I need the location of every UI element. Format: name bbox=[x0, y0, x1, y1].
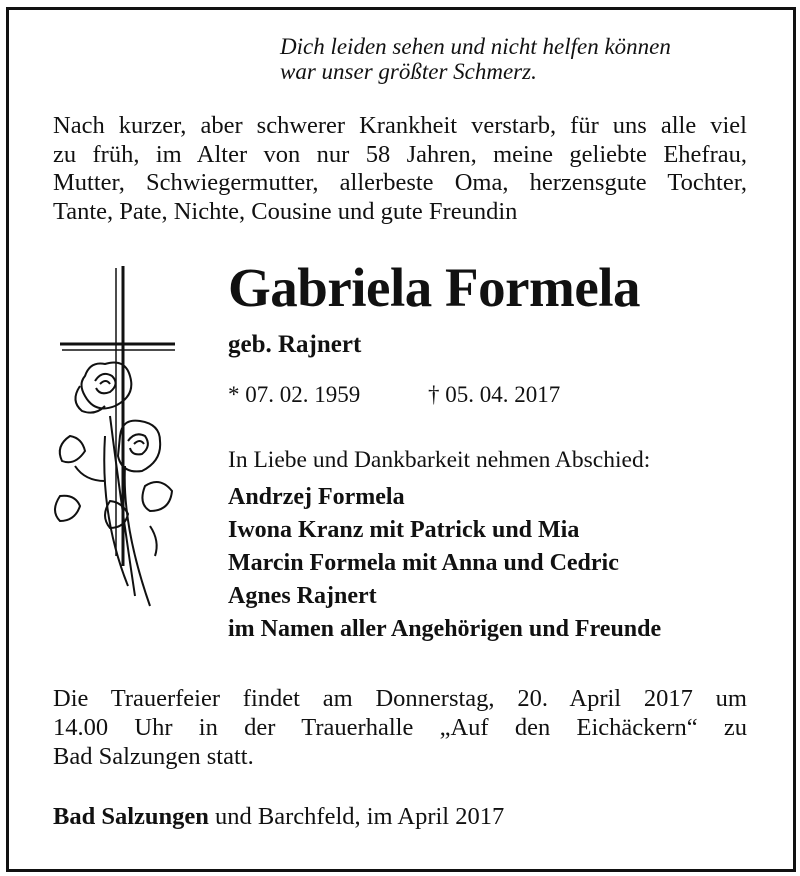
epigraph-quote bbox=[280, 34, 740, 84]
intro-line: Nach kurzer, aber schwerer Krankheit verstarb, für uns alle viel bbox=[53, 112, 747, 139]
service-line: Bad Salzungen statt. bbox=[53, 743, 254, 770]
mourner-name: Marcin Formela mit Anna und Cedric bbox=[228, 550, 619, 576]
service-line: 14.00 Uhr in der Trauerhalle „Auf den Eichäckern“ zu bbox=[53, 714, 747, 741]
quote-line: war unser größter Schmerz. bbox=[280, 59, 537, 84]
cross-with-roses-icon bbox=[50, 266, 175, 616]
farewell-line: In Liebe und Dankbarkeit nehmen Abschied: bbox=[228, 447, 651, 473]
intro-line: zu früh, im Alter von nur 58 Jahren, meine geliebte Ehefrau, bbox=[53, 140, 747, 168]
mourner-name: Andrzej Formela bbox=[228, 484, 405, 510]
place-rest: und Barchfeld, im April 2017 bbox=[208, 803, 505, 830]
death-date: † 05. 04. 2017 bbox=[428, 382, 561, 407]
mourner-name: Iwona Kranz mit Patrick und Mia bbox=[228, 517, 580, 543]
mourner-name: im Namen aller Angehörigen und Freunde bbox=[228, 616, 662, 642]
deceased-name: Gabriela Formela bbox=[228, 257, 641, 318]
service-info bbox=[53, 684, 747, 771]
mourners-list bbox=[228, 481, 661, 646]
mourner-name: Agnes Rajnert bbox=[228, 583, 377, 609]
quote-line: Dich leiden sehen und nicht helfen können bbox=[280, 34, 671, 59]
service-line: Die Trauerfeier findet am Donnerstag, 20. April 2017 um bbox=[53, 685, 747, 712]
intro-line: Tante, Pate, Nichte, Cousine und gute Freundin bbox=[53, 197, 518, 225]
place-date-line bbox=[53, 803, 504, 831]
birth-date: * 07. 02. 1959 bbox=[228, 382, 361, 407]
intro-line: Mutter, Schwiegermutter, allerbeste Oma, herzensgute Tochter, bbox=[53, 169, 747, 196]
place-bold: Bad Salzungen bbox=[53, 803, 209, 830]
maiden-name: geb. Rajnert bbox=[228, 331, 362, 358]
life-dates bbox=[228, 382, 561, 408]
intro-text bbox=[53, 112, 747, 226]
